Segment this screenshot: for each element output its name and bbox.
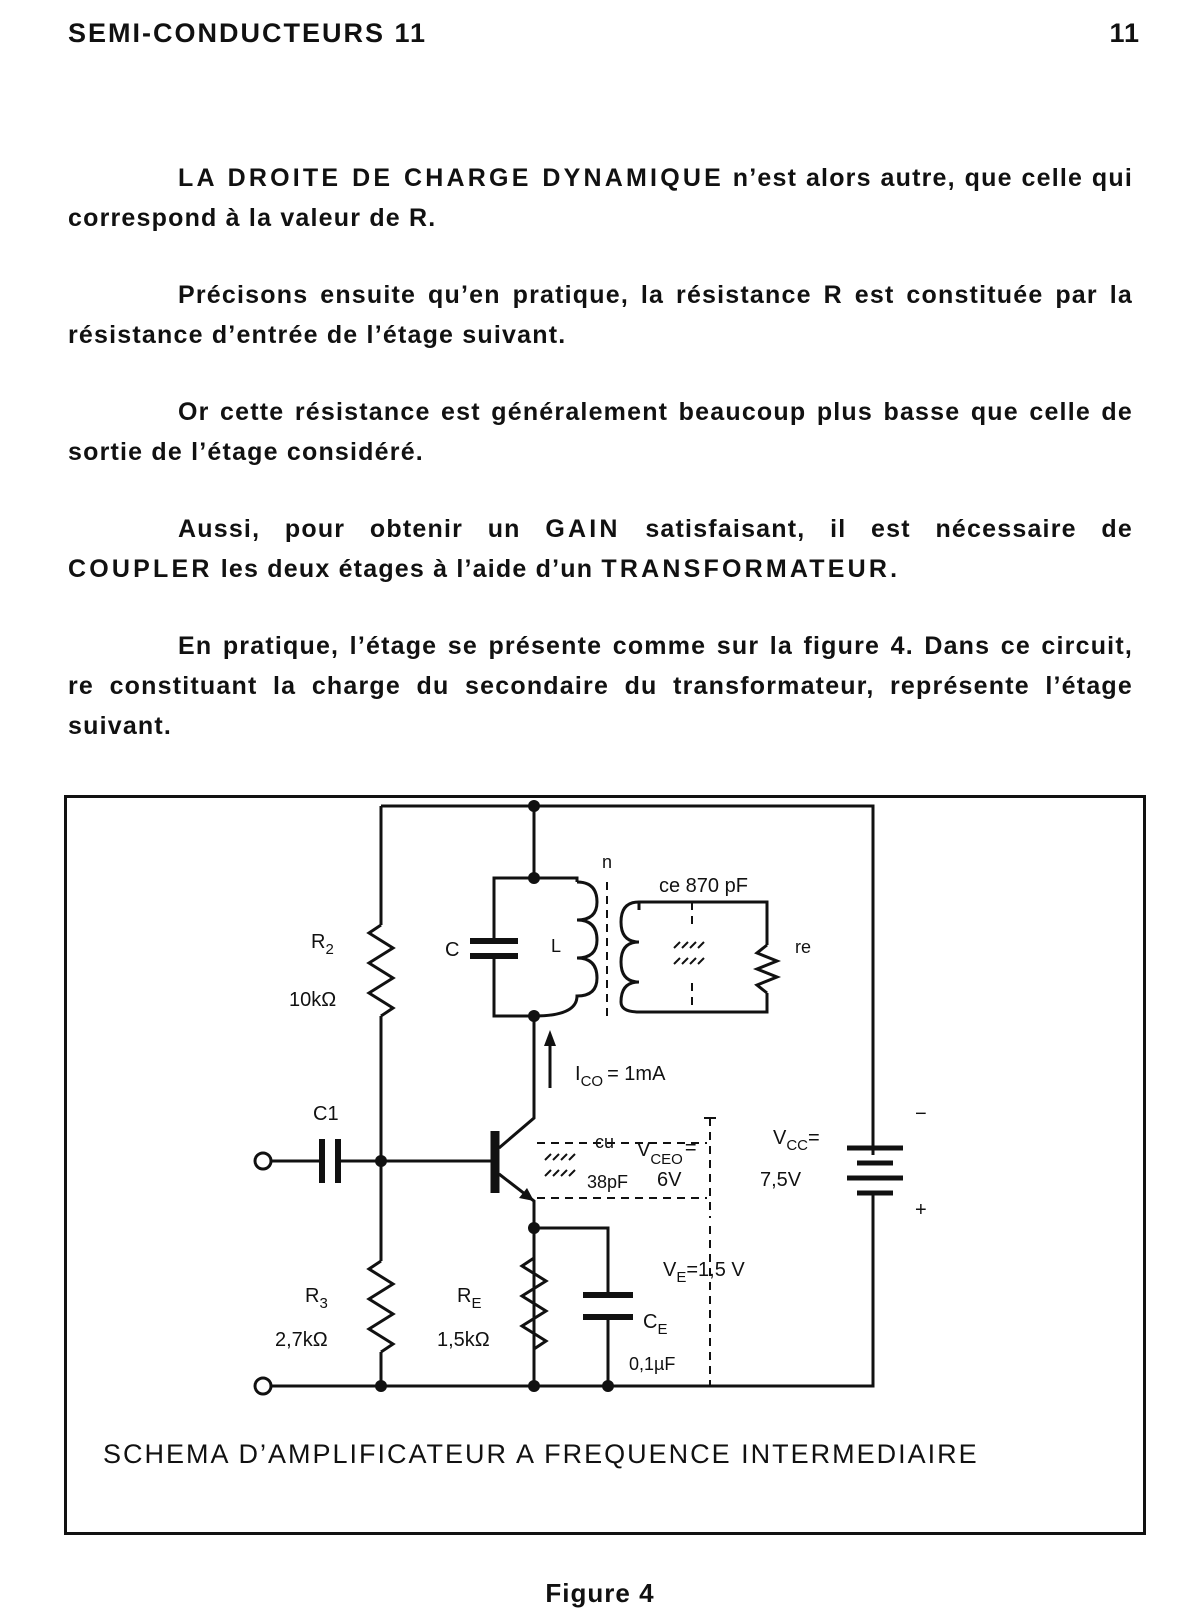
label-l: L	[551, 936, 562, 956]
paragraph-4-part2: satisfaisant, il est nécessaire de	[620, 515, 1133, 543]
paragraph-4-part3: les deux étages à l’aide d’un	[212, 555, 602, 583]
label-n: n	[602, 852, 613, 872]
body-text	[68, 158, 1133, 783]
ce-hatch-2	[674, 958, 704, 964]
secondary-coil	[621, 902, 639, 1012]
ce-hatch-1	[674, 942, 704, 948]
paragraph-4-part1: Aussi, pour obtenir un	[178, 515, 546, 543]
label-plus: +	[915, 1199, 927, 1221]
ce-branch	[534, 1228, 608, 1386]
running-head: SEMI-CONDUCTEURS 11	[68, 18, 428, 48]
label-ce-870pf: ce 870 pF	[659, 875, 748, 897]
tank-right	[534, 878, 577, 882]
paragraph-2: Précisons ensuite qu’en pratique, la résistance R est constituée par la résistance d’entrée de l’étage suivant.	[68, 281, 1133, 349]
label-r2-value: 10kΩ	[289, 989, 337, 1011]
base-node	[375, 1155, 387, 1167]
bottom-rail	[266, 1256, 873, 1386]
label-r3-value: 2,7kΩ	[275, 1329, 328, 1351]
label-vceo: $V_{CEO}=$	[637, 1137, 697, 1168]
label-vcc-value: 7,5V	[760, 1169, 802, 1191]
ce-capacitor	[583, 1295, 633, 1317]
r2-resistor	[369, 925, 393, 1016]
paragraph-4	[68, 509, 1133, 589]
top-rail	[381, 806, 873, 1155]
page-header	[68, 18, 1140, 58]
figure-caption: Figure 4	[545, 1578, 655, 1608]
label-re-load: re	[795, 937, 812, 957]
paragraph-1-text: n’est alors autre, que celle qui correspond à la valeur de R.	[68, 164, 1133, 232]
c-capacitor	[470, 941, 518, 956]
ground-node-2	[528, 1380, 540, 1392]
circuit-diagram	[67, 798, 1143, 1532]
figure-4-schematic	[64, 795, 1146, 1535]
transistor-collector	[499, 1016, 534, 1148]
label-ce-value: 0,1µF	[629, 1354, 676, 1374]
emphasis-transformateur: TRANSFORMATEUR	[601, 555, 891, 583]
paragraph-3: Or cette résistance est généralement beaucoup plus basse que celle de sortie de l’étage considéré.	[68, 398, 1133, 466]
input-terminal	[255, 1153, 271, 1169]
label-ce: $C_E$	[643, 1311, 668, 1338]
cu-hatch-2	[545, 1170, 575, 1176]
re-load-resistor	[757, 945, 777, 993]
c1-capacitor	[322, 1139, 338, 1183]
label-r3: $R_3$	[305, 1285, 328, 1312]
label-c1: C1	[313, 1103, 339, 1125]
tank-bottom-node	[528, 1010, 540, 1022]
page-number: 11	[1109, 18, 1140, 48]
schema-title: SCHEMA D’AMPLIFICATEUR A FREQUENCE INTERMEDIAIRE	[103, 1439, 979, 1469]
output-terminal-ground	[255, 1378, 271, 1394]
ground-node-3	[602, 1380, 614, 1392]
label-cu-value: 38pF	[587, 1172, 629, 1192]
paragraph-4-part4: .	[890, 555, 899, 583]
paragraph-1	[68, 158, 1133, 238]
label-re-resistor: $R_E$	[457, 1285, 482, 1312]
secondary-loop	[639, 902, 767, 1012]
label-cu: cu	[595, 1132, 615, 1152]
label-r2: $R_2$	[311, 931, 334, 958]
battery-plates	[847, 1148, 903, 1193]
ico-arrow-head	[544, 1030, 556, 1046]
label-vceo-value: 6V	[657, 1169, 682, 1191]
label-c: C	[445, 939, 460, 961]
emphasis-droite-de-charge: LA DROITE DE CHARGE DYNAMIQUE	[178, 164, 724, 192]
emphasis-gain: GAIN	[545, 515, 621, 543]
label-vcc: $V_{CC}=$	[773, 1127, 820, 1154]
paragraph-5: En pratique, l’étage se présente comme sur la figure 4. Dans ce circuit, re constituant la charge du secondaire du transformateur, représente l’étage suivant.	[68, 632, 1133, 740]
label-ve: $V_E=1,5$ V	[663, 1259, 745, 1286]
label-re-value: 1,5kΩ	[437, 1329, 490, 1351]
transistor-emitter	[499, 1174, 534, 1386]
r3-resistor	[369, 1261, 393, 1352]
label-minus: −	[915, 1103, 927, 1125]
l-coil	[534, 882, 597, 1016]
ground-node-1	[375, 1380, 387, 1392]
tank-left	[494, 878, 534, 1016]
cu-hatch-1	[545, 1154, 575, 1160]
emphasis-coupler: COUPLER	[68, 555, 213, 583]
label-ico: $I_{CO} = 1mA$	[575, 1063, 666, 1090]
